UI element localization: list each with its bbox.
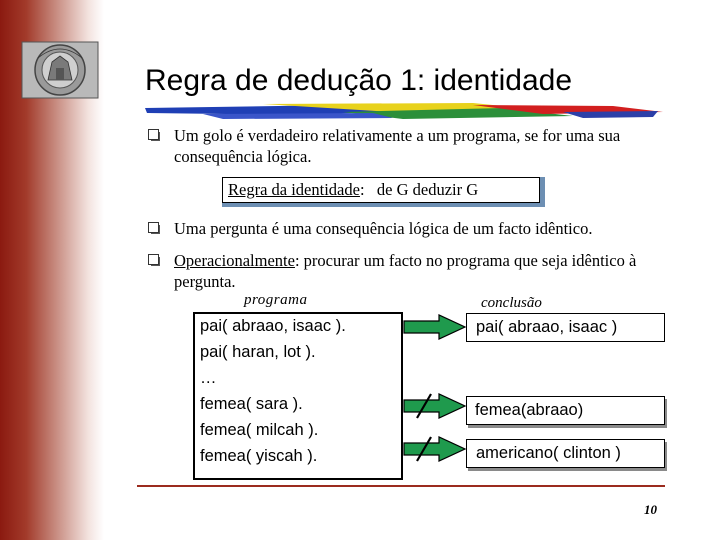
- conclusion-text: americano( clinton ): [476, 444, 621, 462]
- bullet-1: [148, 125, 648, 167]
- program-line: femea( milcah ).: [200, 421, 319, 439]
- rule-box: [222, 177, 545, 207]
- program-line: …: [200, 369, 217, 387]
- bullet-1-text: Um golo é verdadeiro relativamente a um programa, se for uma sua consequência lógica.: [174, 126, 621, 166]
- bullet-3: [148, 250, 648, 292]
- program-line: femea( yiscah ).: [200, 447, 318, 465]
- rule-term: Regra da identidade: [228, 180, 360, 199]
- square-bullet-icon: [148, 222, 159, 233]
- rule-box-content: [222, 177, 540, 203]
- title-underline-brush: [143, 100, 668, 122]
- page-number: 10: [644, 502, 657, 517]
- square-bullet-icon: [148, 254, 159, 265]
- conclusion-box: [466, 439, 665, 468]
- program-line: pai( haran, lot ).: [200, 343, 316, 361]
- square-bullet-icon: [148, 129, 159, 140]
- crossed-arrow-icon: [403, 436, 467, 462]
- program-line: femea( sara ).: [200, 395, 303, 413]
- university-seal-logo: [20, 40, 100, 100]
- slide-title: Regra de dedução 1: identidade: [145, 64, 573, 97]
- crossed-arrow-icon: [403, 393, 467, 419]
- bullet-3-text: [174, 250, 648, 292]
- deduction-arrow-icon: [403, 314, 467, 340]
- program-label: programa: [244, 292, 308, 308]
- rule-text: : de G deduzir G: [359, 180, 479, 199]
- conclusion-box: [466, 396, 665, 425]
- footer-rule: [137, 485, 665, 487]
- program-line: pai( abraao, isaac ).: [200, 317, 346, 335]
- conclusion-label: conclusão: [481, 295, 542, 311]
- conclusion-text: femea(abraao): [475, 401, 584, 419]
- conclusion-box: [466, 313, 665, 342]
- bullet-2-text: Uma pergunta é uma consequência lógica de um facto idêntico.: [174, 219, 593, 238]
- conclusion-text: pai( abraao, isaac ): [476, 318, 618, 336]
- bullet-3-body: : procurar um facto no programa que seja idêntico à pergunta.: [174, 251, 637, 291]
- bullet-2: [148, 218, 668, 239]
- bullet-3-term: Operacionalmente: [174, 251, 295, 270]
